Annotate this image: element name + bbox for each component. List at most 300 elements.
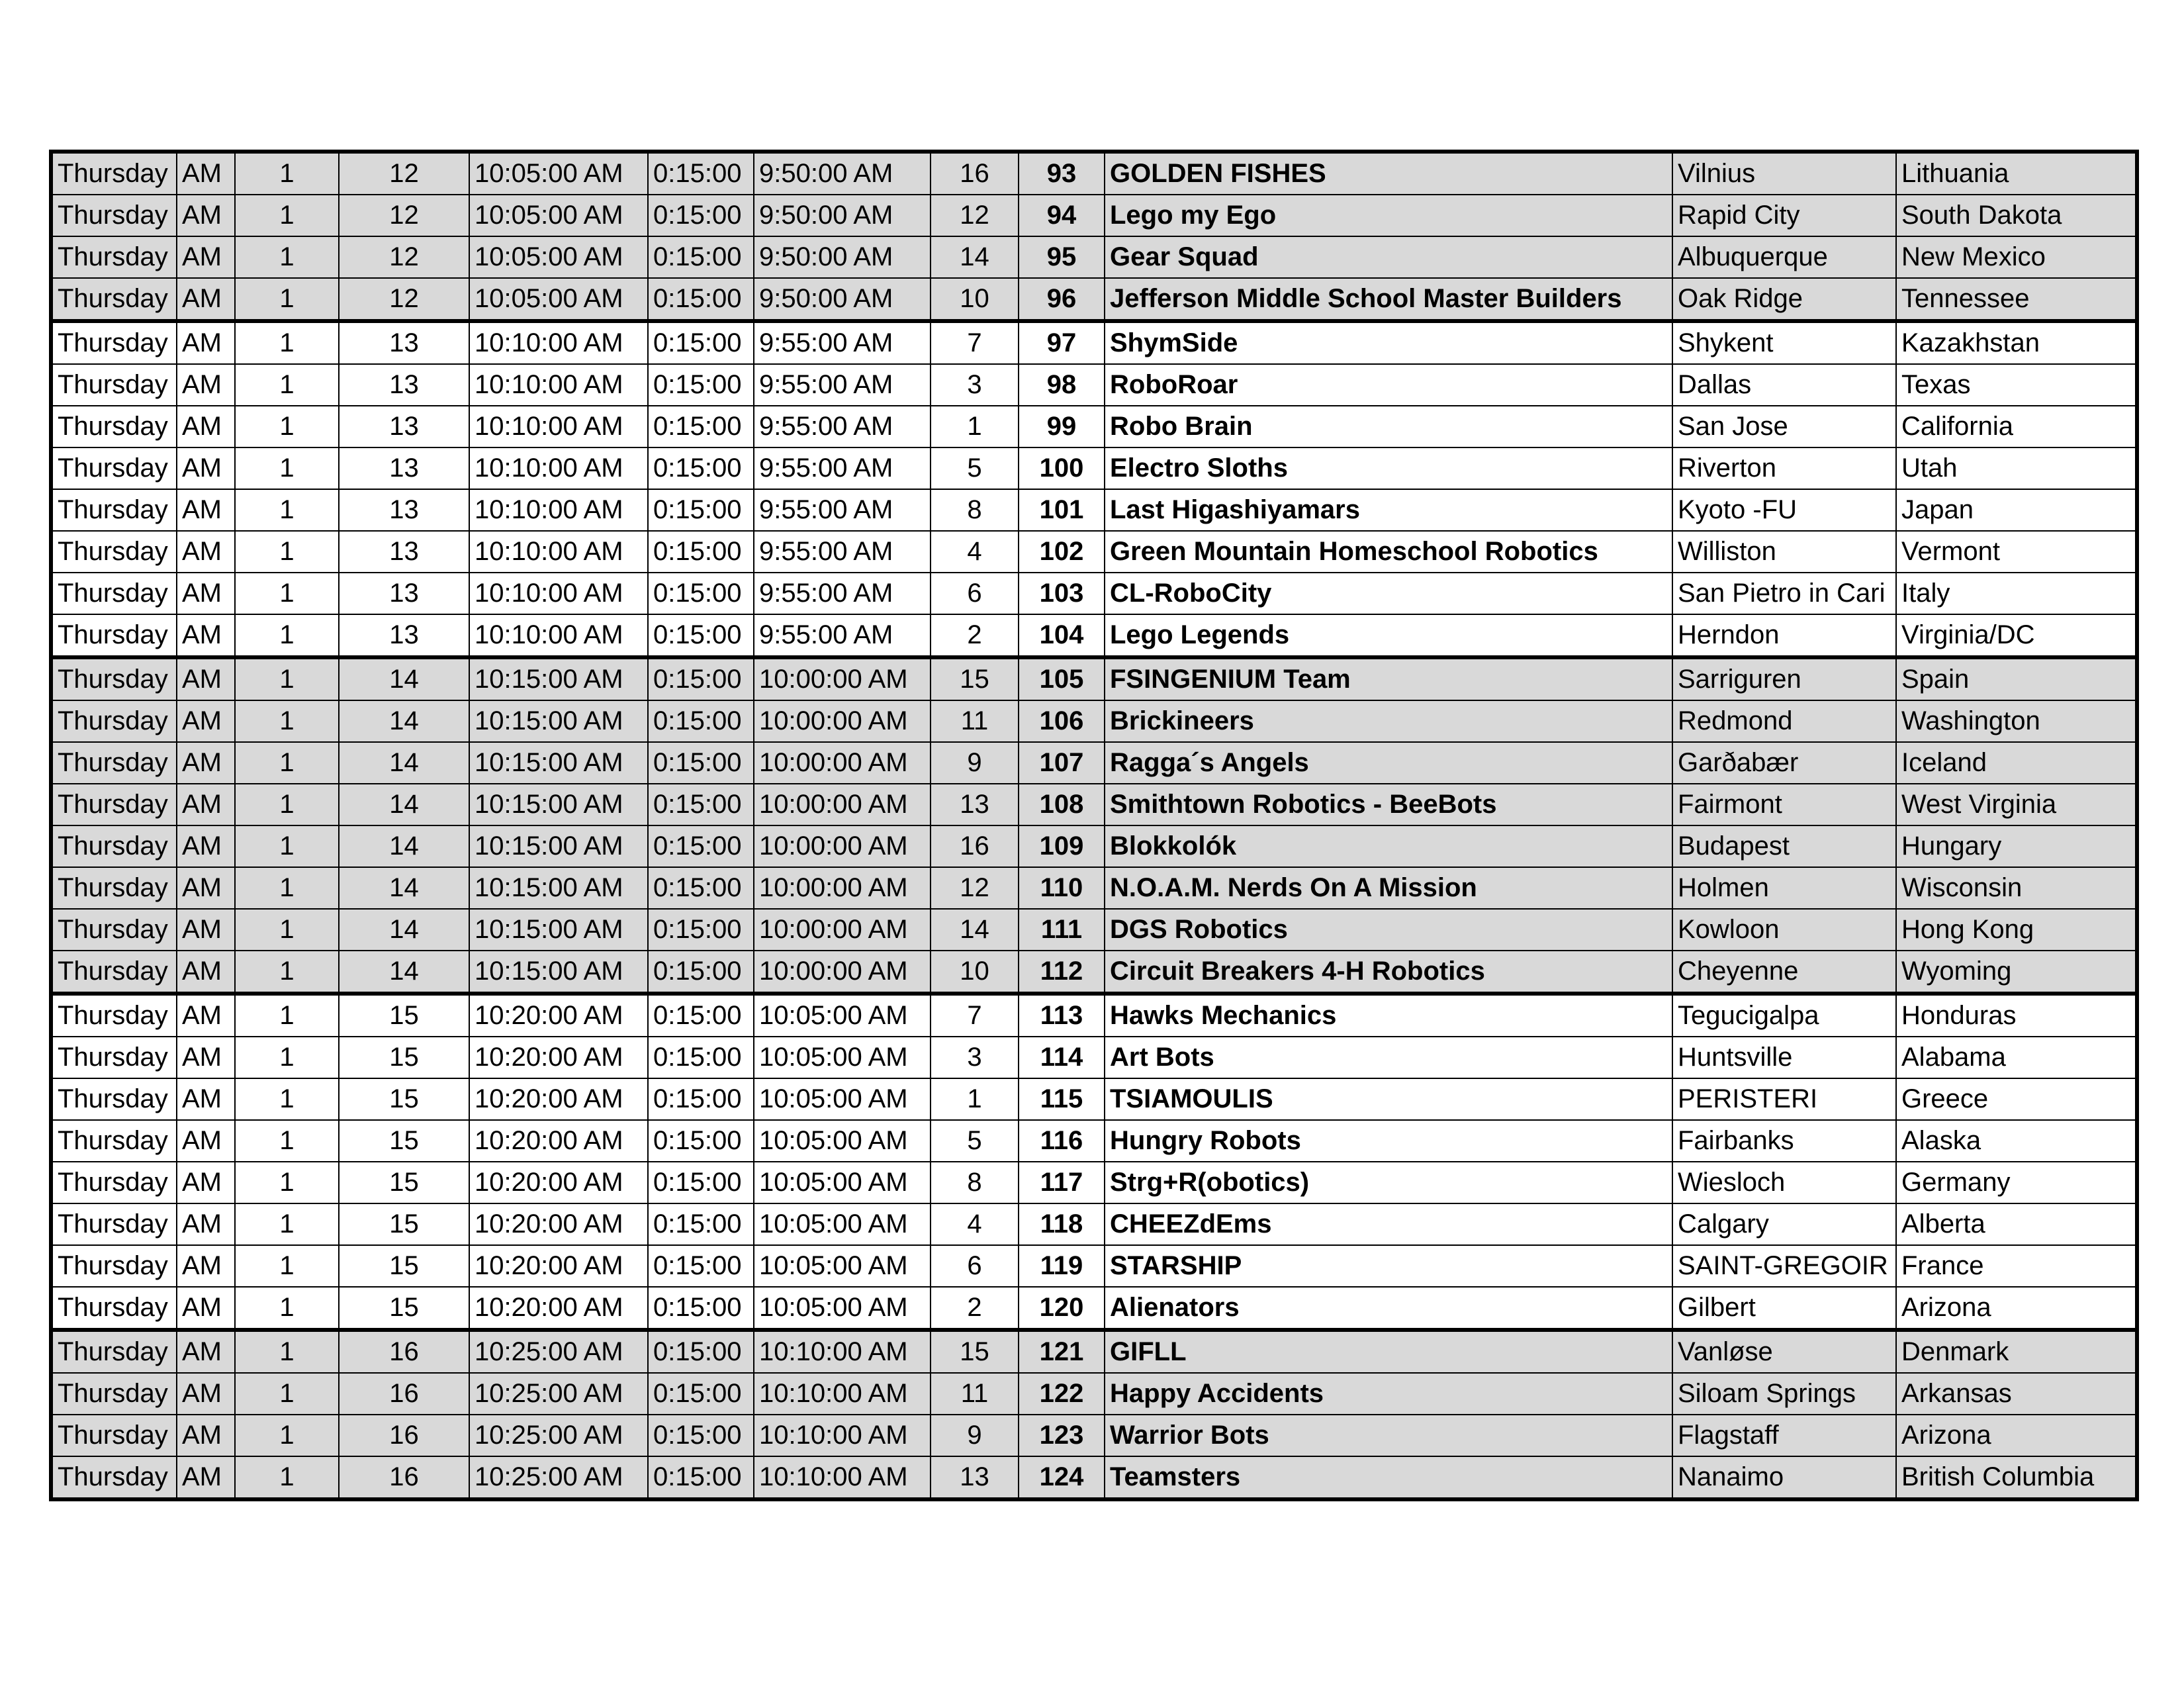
cell-session: 1 <box>235 1078 339 1120</box>
table-row <box>51 321 2137 364</box>
table-row <box>51 657 2137 700</box>
cell-start: 10:05:00 AM <box>754 1287 931 1330</box>
cell-ampm: AM <box>177 994 235 1037</box>
cell-duration: 0:15:00 <box>648 152 754 195</box>
cell-day: Thursday <box>51 236 177 278</box>
cell-city: Rapid City <box>1672 195 1896 236</box>
cell-time: 10:20:00 AM <box>469 994 648 1037</box>
cell-start: 10:10:00 AM <box>754 1456 931 1499</box>
cell-number: 123 <box>1019 1415 1105 1456</box>
cell-day: Thursday <box>51 531 177 573</box>
cell-table: 6 <box>931 1245 1019 1287</box>
cell-ampm: AM <box>177 1245 235 1287</box>
cell-region: Japan <box>1896 489 2137 531</box>
cell-city: PERISTERI <box>1672 1078 1896 1120</box>
cell-number: 113 <box>1019 994 1105 1037</box>
cell-start: 9:55:00 AM <box>754 364 931 406</box>
cell-number: 111 <box>1019 909 1105 951</box>
cell-number: 102 <box>1019 531 1105 573</box>
cell-table: 9 <box>931 1415 1019 1456</box>
cell-session: 1 <box>235 1120 339 1162</box>
cell-round: 16 <box>339 1373 469 1415</box>
cell-city: Holmen <box>1672 867 1896 909</box>
cell-duration: 0:15:00 <box>648 994 754 1037</box>
cell-team: Teamsters <box>1105 1456 1672 1499</box>
cell-region: Honduras <box>1896 994 2137 1037</box>
cell-session: 1 <box>235 573 339 614</box>
cell-day: Thursday <box>51 406 177 447</box>
cell-start: 9:55:00 AM <box>754 447 931 489</box>
table-row <box>51 1245 2137 1287</box>
cell-start: 10:00:00 AM <box>754 784 931 825</box>
cell-ampm: AM <box>177 1330 235 1373</box>
cell-duration: 0:15:00 <box>648 784 754 825</box>
cell-team: ShymSide <box>1105 321 1672 364</box>
cell-region: Denmark <box>1896 1330 2137 1373</box>
cell-day: Thursday <box>51 657 177 700</box>
table-row <box>51 531 2137 573</box>
cell-session: 1 <box>235 1245 339 1287</box>
cell-day: Thursday <box>51 1078 177 1120</box>
table-row <box>51 1037 2137 1078</box>
cell-session: 1 <box>235 406 339 447</box>
cell-duration: 0:15:00 <box>648 951 754 994</box>
table-row <box>51 1120 2137 1162</box>
cell-team: Robo Brain <box>1105 406 1672 447</box>
table-row <box>51 278 2137 321</box>
cell-city: Fairbanks <box>1672 1120 1896 1162</box>
cell-ampm: AM <box>177 1162 235 1203</box>
cell-day: Thursday <box>51 784 177 825</box>
cell-city: Fairmont <box>1672 784 1896 825</box>
cell-round: 12 <box>339 195 469 236</box>
cell-city: Albuquerque <box>1672 236 1896 278</box>
cell-number: 95 <box>1019 236 1105 278</box>
cell-region: Greece <box>1896 1078 2137 1120</box>
cell-ampm: AM <box>177 1037 235 1078</box>
cell-start: 10:00:00 AM <box>754 867 931 909</box>
cell-round: 15 <box>339 1162 469 1203</box>
cell-team: Last Higashiyamars <box>1105 489 1672 531</box>
cell-ampm: AM <box>177 742 235 784</box>
cell-region: South Dakota <box>1896 195 2137 236</box>
table-row <box>51 152 2137 195</box>
cell-region: Utah <box>1896 447 2137 489</box>
cell-city: Nanaimo <box>1672 1456 1896 1499</box>
cell-round: 13 <box>339 489 469 531</box>
cell-city: Riverton <box>1672 447 1896 489</box>
cell-team: CL-RoboCity <box>1105 573 1672 614</box>
cell-city: Dallas <box>1672 364 1896 406</box>
cell-table: 8 <box>931 1162 1019 1203</box>
cell-number: 117 <box>1019 1162 1105 1203</box>
cell-day: Thursday <box>51 994 177 1037</box>
cell-duration: 0:15:00 <box>648 1330 754 1373</box>
cell-city: Cheyenne <box>1672 951 1896 994</box>
cell-duration: 0:15:00 <box>648 1287 754 1330</box>
table-row <box>51 951 2137 994</box>
cell-duration: 0:15:00 <box>648 447 754 489</box>
cell-duration: 0:15:00 <box>648 364 754 406</box>
cell-start: 10:10:00 AM <box>754 1330 931 1373</box>
cell-duration: 0:15:00 <box>648 1245 754 1287</box>
cell-session: 1 <box>235 951 339 994</box>
cell-start: 9:55:00 AM <box>754 614 931 657</box>
cell-team: Happy Accidents <box>1105 1373 1672 1415</box>
cell-team: GIFLL <box>1105 1330 1672 1373</box>
cell-table: 13 <box>931 1456 1019 1499</box>
cell-city: Williston <box>1672 531 1896 573</box>
cell-table: 14 <box>931 236 1019 278</box>
cell-number: 118 <box>1019 1203 1105 1245</box>
cell-team: STARSHIP <box>1105 1245 1672 1287</box>
cell-time: 10:25:00 AM <box>469 1330 648 1373</box>
table-row <box>51 1373 2137 1415</box>
cell-duration: 0:15:00 <box>648 1456 754 1499</box>
cell-start: 9:50:00 AM <box>754 195 931 236</box>
cell-region: Virginia/DC <box>1896 614 2137 657</box>
cell-duration: 0:15:00 <box>648 825 754 867</box>
cell-day: Thursday <box>51 573 177 614</box>
cell-number: 107 <box>1019 742 1105 784</box>
cell-session: 1 <box>235 236 339 278</box>
cell-city: Siloam Springs <box>1672 1373 1896 1415</box>
cell-duration: 0:15:00 <box>648 1162 754 1203</box>
cell-ampm: AM <box>177 700 235 742</box>
cell-round: 15 <box>339 1078 469 1120</box>
cell-ampm: AM <box>177 825 235 867</box>
cell-number: 93 <box>1019 152 1105 195</box>
cell-round: 14 <box>339 909 469 951</box>
cell-time: 10:25:00 AM <box>469 1456 648 1499</box>
cell-start: 10:10:00 AM <box>754 1373 931 1415</box>
cell-team: TSIAMOULIS <box>1105 1078 1672 1120</box>
cell-duration: 0:15:00 <box>648 1373 754 1415</box>
cell-table: 1 <box>931 406 1019 447</box>
cell-table: 11 <box>931 1373 1019 1415</box>
cell-ampm: AM <box>177 1456 235 1499</box>
cell-ampm: AM <box>177 1373 235 1415</box>
cell-time: 10:15:00 AM <box>469 742 648 784</box>
cell-number: 106 <box>1019 700 1105 742</box>
cell-team: Gear Squad <box>1105 236 1672 278</box>
cell-city: Gilbert <box>1672 1287 1896 1330</box>
table-row <box>51 195 2137 236</box>
cell-duration: 0:15:00 <box>648 406 754 447</box>
cell-duration: 0:15:00 <box>648 1078 754 1120</box>
cell-day: Thursday <box>51 742 177 784</box>
cell-number: 121 <box>1019 1330 1105 1373</box>
cell-time: 10:10:00 AM <box>469 321 648 364</box>
cell-start: 10:00:00 AM <box>754 700 931 742</box>
cell-session: 1 <box>235 1037 339 1078</box>
cell-number: 122 <box>1019 1373 1105 1415</box>
cell-ampm: AM <box>177 278 235 321</box>
table-row <box>51 825 2137 867</box>
cell-session: 1 <box>235 1287 339 1330</box>
cell-round: 14 <box>339 742 469 784</box>
cell-ampm: AM <box>177 867 235 909</box>
table-row <box>51 994 2137 1037</box>
cell-time: 10:15:00 AM <box>469 909 648 951</box>
cell-time: 10:05:00 AM <box>469 236 648 278</box>
cell-session: 1 <box>235 489 339 531</box>
cell-day: Thursday <box>51 278 177 321</box>
cell-duration: 0:15:00 <box>648 1415 754 1456</box>
cell-session: 1 <box>235 614 339 657</box>
cell-start: 10:00:00 AM <box>754 951 931 994</box>
cell-time: 10:05:00 AM <box>469 152 648 195</box>
cell-number: 109 <box>1019 825 1105 867</box>
cell-session: 1 <box>235 278 339 321</box>
cell-city: Tegucigalpa <box>1672 994 1896 1037</box>
cell-duration: 0:15:00 <box>648 909 754 951</box>
cell-duration: 0:15:00 <box>648 1037 754 1078</box>
cell-start: 9:55:00 AM <box>754 321 931 364</box>
cell-table: 10 <box>931 278 1019 321</box>
cell-team: Warrior Bots <box>1105 1415 1672 1456</box>
cell-round: 15 <box>339 1245 469 1287</box>
cell-region: Arizona <box>1896 1415 2137 1456</box>
cell-team: Lego my Ego <box>1105 195 1672 236</box>
cell-table: 12 <box>931 867 1019 909</box>
cell-team: Hawks Mechanics <box>1105 994 1672 1037</box>
table-row <box>51 1456 2137 1499</box>
cell-table: 16 <box>931 152 1019 195</box>
cell-round: 16 <box>339 1415 469 1456</box>
cell-session: 1 <box>235 447 339 489</box>
table-row <box>51 1287 2137 1330</box>
cell-table: 4 <box>931 1203 1019 1245</box>
cell-start: 10:05:00 AM <box>754 1162 931 1203</box>
cell-team: N.O.A.M. Nerds On A Mission <box>1105 867 1672 909</box>
cell-region: British Columbia <box>1896 1456 2137 1499</box>
cell-duration: 0:15:00 <box>648 278 754 321</box>
cell-time: 10:10:00 AM <box>469 364 648 406</box>
cell-start: 9:55:00 AM <box>754 406 931 447</box>
cell-team: Hungry Robots <box>1105 1120 1672 1162</box>
table-row <box>51 1330 2137 1373</box>
cell-day: Thursday <box>51 951 177 994</box>
cell-time: 10:10:00 AM <box>469 406 648 447</box>
cell-session: 1 <box>235 784 339 825</box>
cell-team: DGS Robotics <box>1105 909 1672 951</box>
cell-start: 9:50:00 AM <box>754 236 931 278</box>
table-row <box>51 489 2137 531</box>
cell-start: 9:55:00 AM <box>754 573 931 614</box>
cell-team: Brickineers <box>1105 700 1672 742</box>
cell-ampm: AM <box>177 152 235 195</box>
cell-city: Wiesloch <box>1672 1162 1896 1203</box>
cell-number: 104 <box>1019 614 1105 657</box>
cell-region: Alaska <box>1896 1120 2137 1162</box>
cell-day: Thursday <box>51 195 177 236</box>
cell-start: 10:00:00 AM <box>754 825 931 867</box>
table-row <box>51 1162 2137 1203</box>
cell-duration: 0:15:00 <box>648 742 754 784</box>
cell-region: Germany <box>1896 1162 2137 1203</box>
cell-start: 10:05:00 AM <box>754 1078 931 1120</box>
cell-city: Kowloon <box>1672 909 1896 951</box>
cell-ampm: AM <box>177 1203 235 1245</box>
cell-round: 15 <box>339 1037 469 1078</box>
cell-city: Vilnius <box>1672 152 1896 195</box>
cell-time: 10:15:00 AM <box>469 784 648 825</box>
table-row <box>51 1078 2137 1120</box>
cell-session: 1 <box>235 152 339 195</box>
cell-round: 16 <box>339 1456 469 1499</box>
cell-day: Thursday <box>51 447 177 489</box>
cell-number: 98 <box>1019 364 1105 406</box>
cell-start: 9:55:00 AM <box>754 531 931 573</box>
cell-table: 5 <box>931 447 1019 489</box>
cell-ampm: AM <box>177 1120 235 1162</box>
cell-session: 1 <box>235 195 339 236</box>
cell-time: 10:25:00 AM <box>469 1373 648 1415</box>
cell-table: 12 <box>931 195 1019 236</box>
cell-duration: 0:15:00 <box>648 700 754 742</box>
cell-round: 13 <box>339 614 469 657</box>
cell-day: Thursday <box>51 614 177 657</box>
cell-table: 7 <box>931 994 1019 1037</box>
cell-time: 10:15:00 AM <box>469 867 648 909</box>
cell-round: 15 <box>339 994 469 1037</box>
cell-time: 10:20:00 AM <box>469 1287 648 1330</box>
cell-table: 2 <box>931 614 1019 657</box>
cell-day: Thursday <box>51 825 177 867</box>
cell-number: 105 <box>1019 657 1105 700</box>
cell-session: 1 <box>235 1203 339 1245</box>
cell-table: 15 <box>931 1330 1019 1373</box>
cell-round: 14 <box>339 951 469 994</box>
cell-start: 10:05:00 AM <box>754 1120 931 1162</box>
cell-ampm: AM <box>177 406 235 447</box>
cell-time: 10:10:00 AM <box>469 573 648 614</box>
table-row <box>51 1203 2137 1245</box>
cell-time: 10:20:00 AM <box>469 1120 648 1162</box>
cell-round: 14 <box>339 700 469 742</box>
cell-duration: 0:15:00 <box>648 531 754 573</box>
cell-round: 15 <box>339 1287 469 1330</box>
cell-region: Alberta <box>1896 1203 2137 1245</box>
cell-table: 11 <box>931 700 1019 742</box>
cell-session: 1 <box>235 994 339 1037</box>
cell-round: 13 <box>339 447 469 489</box>
cell-day: Thursday <box>51 364 177 406</box>
cell-region: Texas <box>1896 364 2137 406</box>
cell-region: Spain <box>1896 657 2137 700</box>
cell-table: 4 <box>931 531 1019 573</box>
cell-city: San Jose <box>1672 406 1896 447</box>
table-row <box>51 742 2137 784</box>
cell-ampm: AM <box>177 573 235 614</box>
cell-start: 10:00:00 AM <box>754 909 931 951</box>
cell-time: 10:20:00 AM <box>469 1162 648 1203</box>
cell-team: CHEEZdEms <box>1105 1203 1672 1245</box>
cell-duration: 0:15:00 <box>648 1120 754 1162</box>
cell-team: FSINGENIUM Team <box>1105 657 1672 700</box>
table-row <box>51 1415 2137 1456</box>
cell-team: Art Bots <box>1105 1037 1672 1078</box>
cell-time: 10:15:00 AM <box>469 825 648 867</box>
table-row <box>51 867 2137 909</box>
table-row <box>51 700 2137 742</box>
cell-region: California <box>1896 406 2137 447</box>
cell-ampm: AM <box>177 531 235 573</box>
cell-table: 1 <box>931 1078 1019 1120</box>
cell-time: 10:20:00 AM <box>469 1037 648 1078</box>
cell-city: SAINT-GREGOIR <box>1672 1245 1896 1287</box>
cell-region: Tennessee <box>1896 278 2137 321</box>
cell-ampm: AM <box>177 321 235 364</box>
cell-number: 110 <box>1019 867 1105 909</box>
cell-number: 103 <box>1019 573 1105 614</box>
cell-start: 9:50:00 AM <box>754 278 931 321</box>
cell-round: 13 <box>339 531 469 573</box>
cell-table: 2 <box>931 1287 1019 1330</box>
cell-session: 1 <box>235 742 339 784</box>
cell-day: Thursday <box>51 1162 177 1203</box>
cell-region: Kazakhstan <box>1896 321 2137 364</box>
cell-table: 3 <box>931 1037 1019 1078</box>
cell-ampm: AM <box>177 1078 235 1120</box>
cell-day: Thursday <box>51 152 177 195</box>
cell-ampm: AM <box>177 614 235 657</box>
cell-time: 10:25:00 AM <box>469 1415 648 1456</box>
cell-ampm: AM <box>177 489 235 531</box>
table-row <box>51 573 2137 614</box>
cell-city: Flagstaff <box>1672 1415 1896 1456</box>
table-row <box>51 614 2137 657</box>
cell-start: 10:10:00 AM <box>754 1415 931 1456</box>
cell-time: 10:20:00 AM <box>469 1078 648 1120</box>
cell-session: 1 <box>235 1415 339 1456</box>
cell-round: 14 <box>339 784 469 825</box>
cell-start: 9:55:00 AM <box>754 489 931 531</box>
cell-team: Jefferson Middle School Master Builders <box>1105 278 1672 321</box>
cell-day: Thursday <box>51 1330 177 1373</box>
cell-city: Oak Ridge <box>1672 278 1896 321</box>
cell-duration: 0:15:00 <box>648 236 754 278</box>
cell-city: Sarriguren <box>1672 657 1896 700</box>
cell-duration: 0:15:00 <box>648 321 754 364</box>
cell-session: 1 <box>235 825 339 867</box>
cell-number: 94 <box>1019 195 1105 236</box>
cell-region: Italy <box>1896 573 2137 614</box>
cell-number: 101 <box>1019 489 1105 531</box>
cell-table: 15 <box>931 657 1019 700</box>
cell-number: 119 <box>1019 1245 1105 1287</box>
cell-day: Thursday <box>51 321 177 364</box>
cell-number: 112 <box>1019 951 1105 994</box>
table-row <box>51 447 2137 489</box>
cell-time: 10:05:00 AM <box>469 195 648 236</box>
table-row <box>51 236 2137 278</box>
cell-team: Strg+R(obotics) <box>1105 1162 1672 1203</box>
cell-ampm: AM <box>177 364 235 406</box>
cell-session: 1 <box>235 867 339 909</box>
cell-region: Iceland <box>1896 742 2137 784</box>
cell-session: 1 <box>235 1373 339 1415</box>
cell-region: France <box>1896 1245 2137 1287</box>
cell-number: 116 <box>1019 1120 1105 1162</box>
cell-table: 9 <box>931 742 1019 784</box>
table-row <box>51 784 2137 825</box>
schedule-rows <box>51 152 2137 1499</box>
cell-number: 96 <box>1019 278 1105 321</box>
cell-team: Electro Sloths <box>1105 447 1672 489</box>
cell-team: Ragga´s Angels <box>1105 742 1672 784</box>
